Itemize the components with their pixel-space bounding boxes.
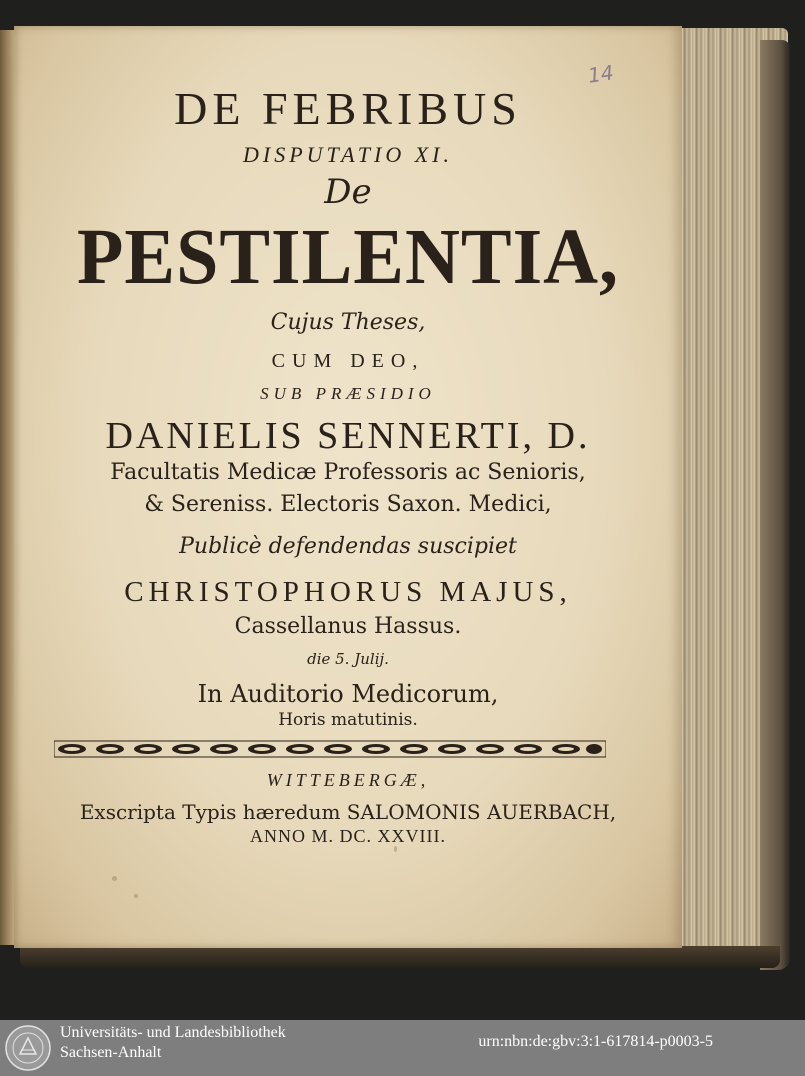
text-year: ANNO M. DC. XXVIII.	[250, 826, 446, 846]
text-respondent-origin: Cassellanus Hassus.	[234, 614, 462, 639]
ornamental-border-icon	[54, 738, 606, 760]
text-cujus-theses: Cujus Theses,	[270, 310, 426, 335]
book-cover-edge	[760, 40, 790, 970]
urn-identifier[interactable]: urn:nbn:de:gbv:3:1-617814-p0003-5	[478, 1033, 713, 1050]
text-praeses-title-2: & Sereniss. Electoris Saxon. Medici,	[144, 492, 552, 517]
text-publice-defendendas: Publicè defendendas suscipiet	[179, 534, 517, 559]
text-respondent-name: CHRISTOPHORUS MAJUS,	[124, 576, 572, 608]
paper-speck	[134, 894, 138, 898]
title-pestilentia: PESTILENTIA,	[76, 212, 620, 302]
title-de: De	[324, 172, 372, 212]
text-date: die 5. Julij.	[307, 650, 389, 668]
text-cum-deo: CUM DEO,	[271, 350, 425, 372]
text-sub-praesidio: SUB PRÆSIDIO	[260, 384, 436, 403]
text-praeses-title-1: Facultatis Medicæ Professoris ac Senioris,	[110, 460, 586, 485]
library-footer	[0, 1020, 805, 1076]
title-page	[14, 26, 682, 948]
library-name-line-1[interactable]: Universitäts- und Landesbibliothek	[60, 1024, 286, 1041]
handwritten-page-number: 14	[586, 60, 615, 88]
text-wittebergae: WITTEBERGÆ,	[266, 770, 430, 790]
text-horis: Horis matutinis.	[278, 710, 418, 730]
title-de-febribus: DE FEBRIBUS	[174, 83, 522, 134]
library-seal-icon	[4, 1024, 52, 1072]
book-bottom-edge	[20, 946, 780, 968]
subtitle-disputatio: DISPUTATIO XI.	[243, 142, 453, 167]
text-praeses-name: DANIELIS SENNERTI, D.	[105, 415, 591, 457]
text-printer: Exscripta Typis hæredum SALOMONIS AUERBACH,	[79, 800, 617, 824]
paper-speck	[112, 876, 117, 881]
library-name-line-2[interactable]: Sachsen-Anhalt	[60, 1044, 162, 1061]
text-auditorio: In Auditorio Medicorum,	[197, 680, 499, 708]
